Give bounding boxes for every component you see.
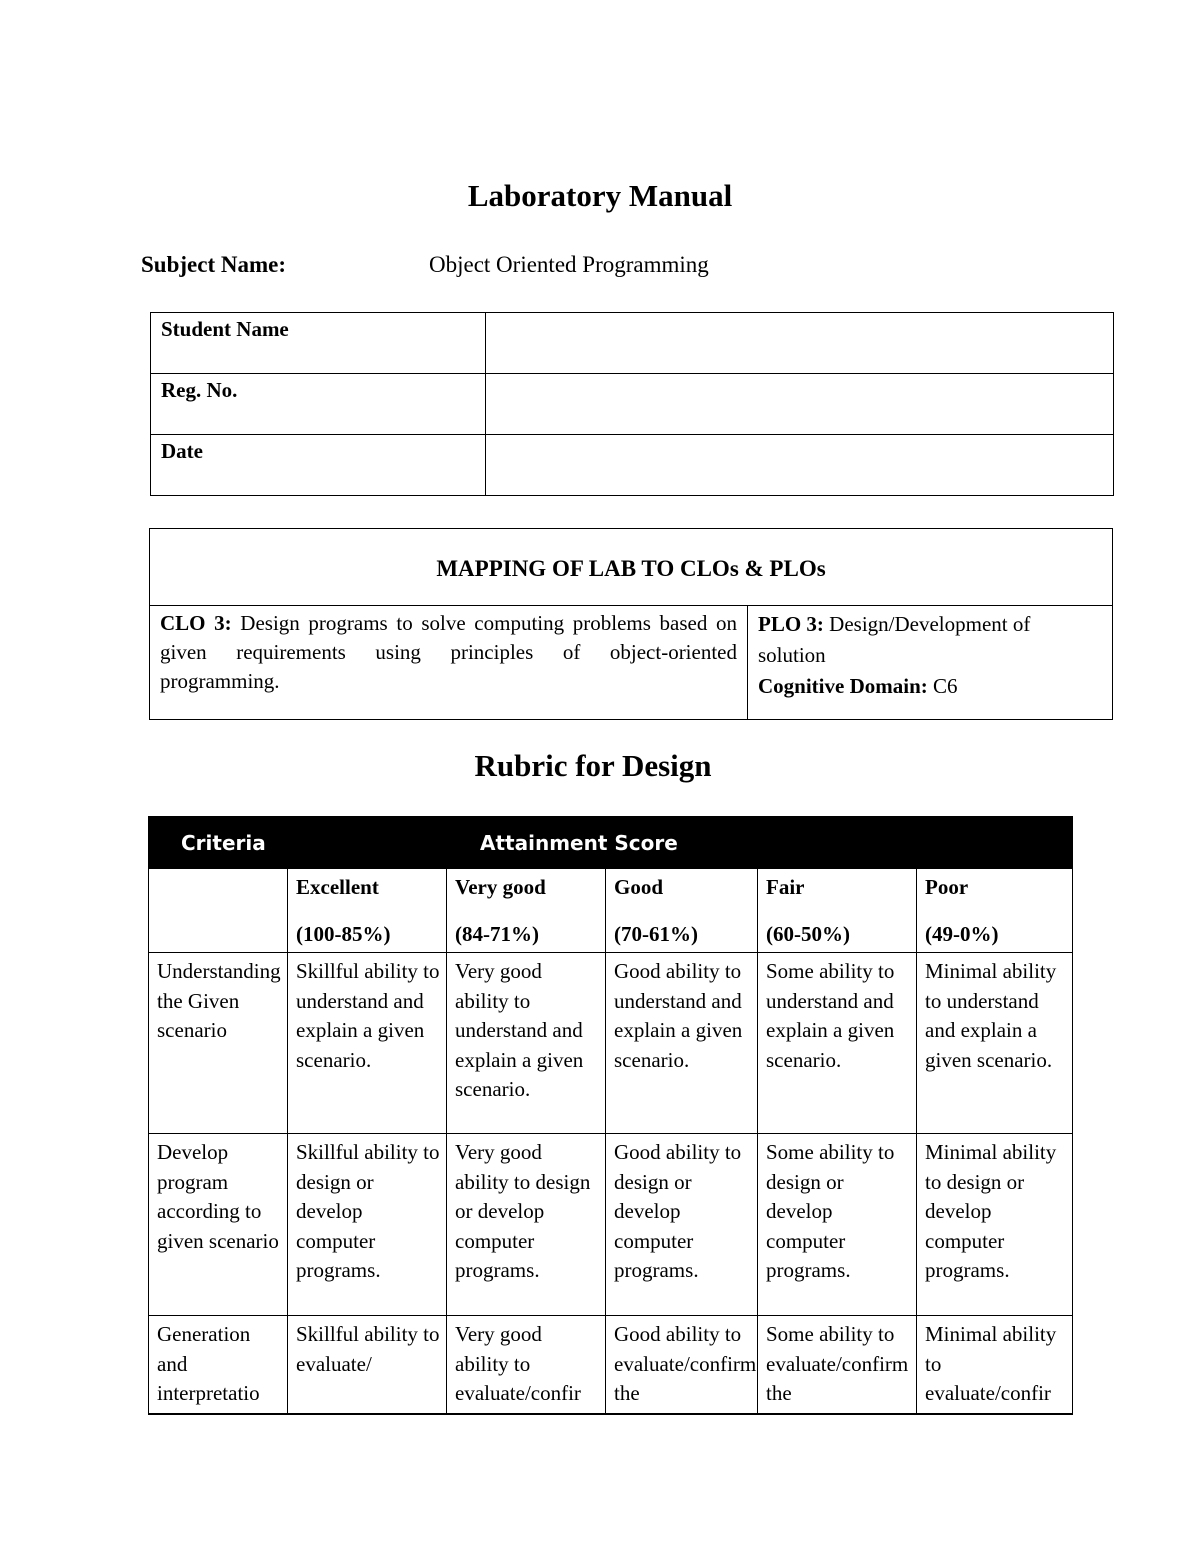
rubric-cell: Good ability to understand and explain a given scenario. [606,953,758,1134]
level-name: Excellent [296,875,379,899]
rubric-table [148,816,1073,1415]
clo-text: Design programs to solve computing problems based on given requirements using principles of object-oriented programming. [160,611,738,693]
rubric-cell: Very good ability to design or develop computer programs. [447,1134,606,1316]
rubric-cell: Skillful ability to design or develop computer programs. [288,1134,447,1316]
plo-cell [748,606,1113,720]
criterion-cell: Understanding the Given scenario [149,953,288,1134]
level-very-good [447,869,606,953]
table-row [151,374,1114,435]
attainment-score-header: Attainment Score [288,817,1073,869]
cognitive-domain-value: C6 [933,674,958,698]
rubric-cell: Very good ability to understand and explain a given scenario. [447,953,606,1134]
level-excellent [288,869,447,953]
student-info-table [150,312,1114,496]
rubric-cell: Skillful ability to understand and explain a given scenario. [288,953,447,1134]
level-name: Good [614,875,664,899]
level-range: (49-0%) [925,922,999,946]
table-row [151,435,1114,496]
criterion-cell: Develop program according to given scenario [149,1134,288,1316]
date-field[interactable] [486,435,1114,496]
rubric-cell: Some ability to evaluate/confirm the [758,1316,917,1414]
rubric-cell: Very good ability to evaluate/confir [447,1316,606,1414]
plo-label: PLO 3: [758,612,824,636]
rubric-cell: Skillful ability to evaluate/ [288,1316,447,1414]
clo-label: CLO 3: [160,611,232,635]
level-range: (84-71%) [455,922,539,946]
clo-plo-mapping-table [149,528,1113,720]
student-name-field[interactable] [486,313,1114,374]
date-label: Date [151,435,486,496]
level-poor [917,869,1073,953]
criteria-header: Criteria [149,817,288,869]
table-row [149,953,1073,1134]
rubric-cell: Some ability to understand and explain a given scenario. [758,953,917,1134]
level-name: Poor [925,875,969,899]
student-name-label: Student Name [151,313,486,374]
criterion-cell: Generation and interpretatio [149,1316,288,1414]
rubric-title: Rubric for Design [474,748,712,783]
rubric-level-row [149,869,1073,953]
table-row [151,313,1114,374]
plo-text: Design/Development of solution [758,612,1031,667]
rubric-cell: Minimal ability to design or develop computer programs. [917,1134,1073,1316]
document-title: Laboratory Manual [467,178,733,213]
rubric-cell: Minimal ability to understand and explain a given scenario. [917,953,1073,1134]
subject-label: Subject Name: [141,252,286,277]
rubric-cell: Minimal ability to evaluate/confir [917,1316,1073,1414]
table-row [149,1134,1073,1316]
level-range: (70-61%) [614,922,698,946]
reg-no-label: Reg. No. [151,374,486,435]
rubric-cell: Good ability to design or develop computer programs. [606,1134,758,1316]
clo-cell [150,606,748,720]
rubric-cell: Some ability to design or develop computer programs. [758,1134,917,1316]
rubric-header-row [149,817,1073,869]
empty-cell [149,869,288,953]
subject-value: Object Oriented Programming [429,252,709,277]
level-good [606,869,758,953]
table-row [149,1316,1073,1414]
level-name: Very good [455,875,546,899]
mapping-heading: MAPPING OF LAB TO CLOs & PLOs [150,529,1113,606]
level-range: (60-50%) [766,922,850,946]
level-name: Fair [766,875,805,899]
reg-no-field[interactable] [486,374,1114,435]
cognitive-domain-label: Cognitive Domain: [758,674,928,698]
rubric-cell: Good ability to evaluate/confirm the [606,1316,758,1414]
level-fair [758,869,917,953]
level-range: (100-85%) [296,922,391,946]
